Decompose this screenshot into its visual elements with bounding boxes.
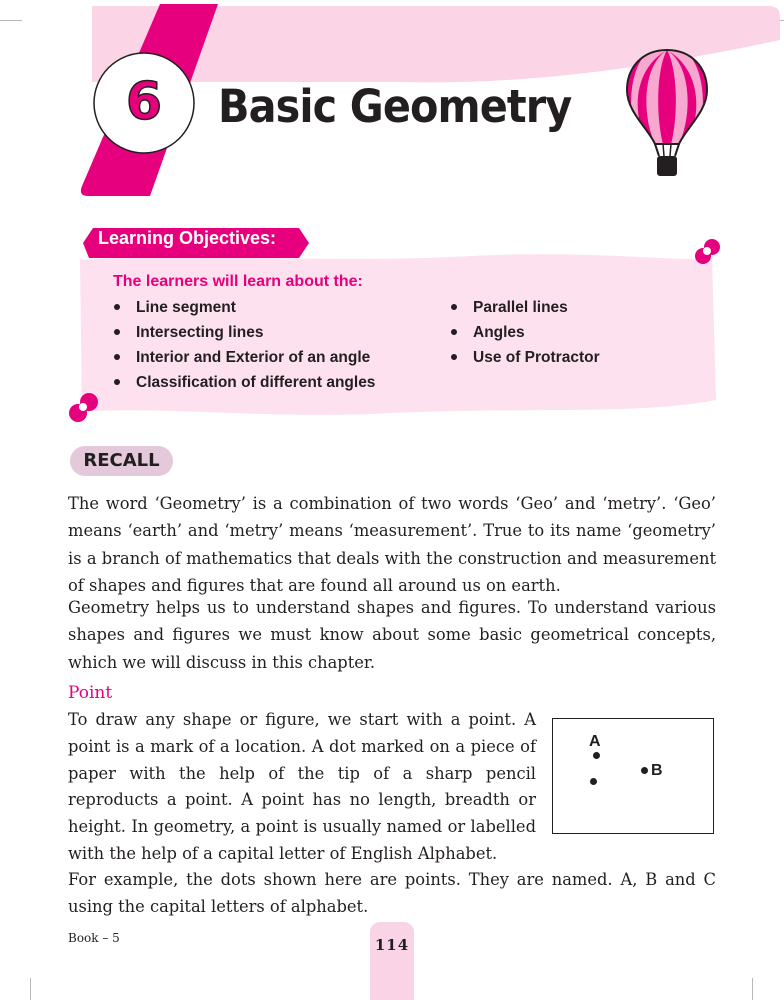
recall-badge: RECALL bbox=[70, 446, 173, 476]
page-number: 114 bbox=[374, 936, 410, 954]
list-item: Parallel lines bbox=[449, 295, 600, 320]
objectives-list-left bbox=[112, 295, 375, 395]
crop-mark bbox=[30, 978, 31, 1000]
section-heading-point: Point bbox=[68, 683, 113, 703]
point-label-a: A bbox=[589, 733, 601, 750]
example-paragraph: For example, the dots shown here are points. They are named. A, B and C using the capital letters of alphabet. bbox=[68, 870, 716, 916]
points-figure bbox=[552, 718, 714, 834]
list-item: Interior and Exterior of an angle bbox=[112, 345, 375, 370]
list-item: Intersecting lines bbox=[112, 320, 375, 345]
crop-mark bbox=[752, 978, 753, 1000]
page-number-tab bbox=[370, 922, 414, 1000]
learning-objectives-title: Learning Objectives: bbox=[98, 228, 277, 248]
hot-air-balloon-icon bbox=[624, 46, 710, 180]
point-dot bbox=[593, 752, 600, 759]
chapter-number: 6 bbox=[125, 72, 163, 132]
point-dot bbox=[590, 778, 597, 785]
list-item: Use of Protractor bbox=[449, 345, 600, 370]
flower-decoration-icon bbox=[66, 390, 102, 426]
recall-paragraph: The word ‘Geometry’ is a combination of two words ‘Geo’ and ‘metry’. ‘Geo’ means ‘earth’ and ‘metry’ means ‘measurement’. True to its name ‘geometry’ is a branch of mathematics that deals with the construction and measurement of shapes and figures that are found all around us on earth. bbox=[68, 494, 716, 595]
objectives-list-right bbox=[449, 295, 600, 370]
list-item: Angles bbox=[449, 320, 600, 345]
point-label-b: B bbox=[651, 762, 663, 779]
footer-book-label: Book – 5 bbox=[68, 931, 120, 945]
recall-paragraph: Geometry helps us to understand shapes and figures. To understand various shapes and figures we must know about some basic geometrical concepts, which we will discuss in this chapter. bbox=[68, 598, 716, 672]
chapter-title: Basic Geometry bbox=[218, 80, 572, 133]
list-item: Classification of different angles bbox=[112, 370, 375, 395]
flower-decoration-icon bbox=[692, 236, 724, 268]
point-dot bbox=[641, 767, 648, 774]
learning-objectives-intro: The learners will learn about the: bbox=[113, 273, 363, 290]
point-paragraph: To draw any shape or figure, we start with a point. A point is a mark of a location. A dot marked on a piece of paper with the help of the tip of a sharp pencil reproducts a point. A point has no length, breadth or height. In geometry, a point is usually named or labelled with the help of a capital letter of English Alphabet. bbox=[68, 710, 536, 863]
list-item: Line segment bbox=[112, 295, 375, 320]
